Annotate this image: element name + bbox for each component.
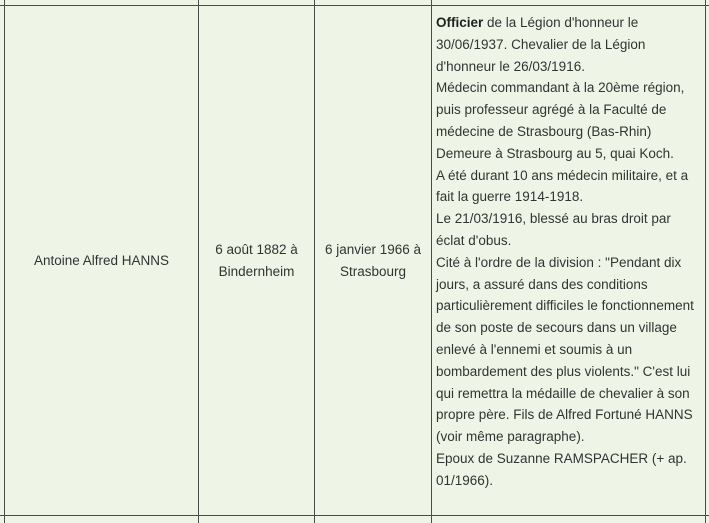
notes-cell: [432, 6, 705, 515]
notes-line: Epoux de Suzanne RAMSPACHER (+ ap. 01/1966).: [436, 450, 687, 488]
notes-line: Cité à l'ordre de la division : "Pendant dix jours, a assuré dans des conditions particulièrement difficiles le fonctionnement de son poste de secours dans un village enlevé à l'ennemi et soumis à un bombardement des plus violents." C'est lui qui remettra la médaille de chevalier à son propre père. Fils de Alfred Fortuné HANNS (voir même paragraphe).: [436, 254, 694, 445]
row-divider-bottom: [0, 515, 709, 516]
notes-line: Le 21/03/1916, blessé au bras droit par éclat d'obus.: [436, 211, 671, 248]
death-date-place: 6 janvier 1966 à Strasbourg: [324, 241, 422, 279]
notes-line: Médecin commandant à la 20ème région, puis professeur agrégé à la Faculté de médecine de Strasbourg (Bas-Rhin): [436, 80, 685, 139]
person-name: Antoine Alfred HANNS: [33, 252, 170, 268]
birth-cell: [199, 6, 314, 515]
notes-line: Demeure à Strasbourg au 5, quai Koch.: [436, 145, 674, 161]
name-cell: [5, 6, 198, 515]
birth-date-place: 6 août 1882 à Bindernheim: [215, 241, 298, 279]
table-border-right: [705, 0, 706, 523]
death-cell: [315, 6, 431, 515]
rank-label: Officier: [436, 15, 484, 30]
honours-paragraph: [436, 12, 697, 77]
notes-line: A été durant 10 ans médecin militaire, et a fait la guerre 1914-1918.: [436, 167, 689, 205]
honours-text: de la Légion d'honneur le 30/06/1937. Chevalier de la Légion d'honneur le 26/03/1916.: [436, 15, 646, 74]
